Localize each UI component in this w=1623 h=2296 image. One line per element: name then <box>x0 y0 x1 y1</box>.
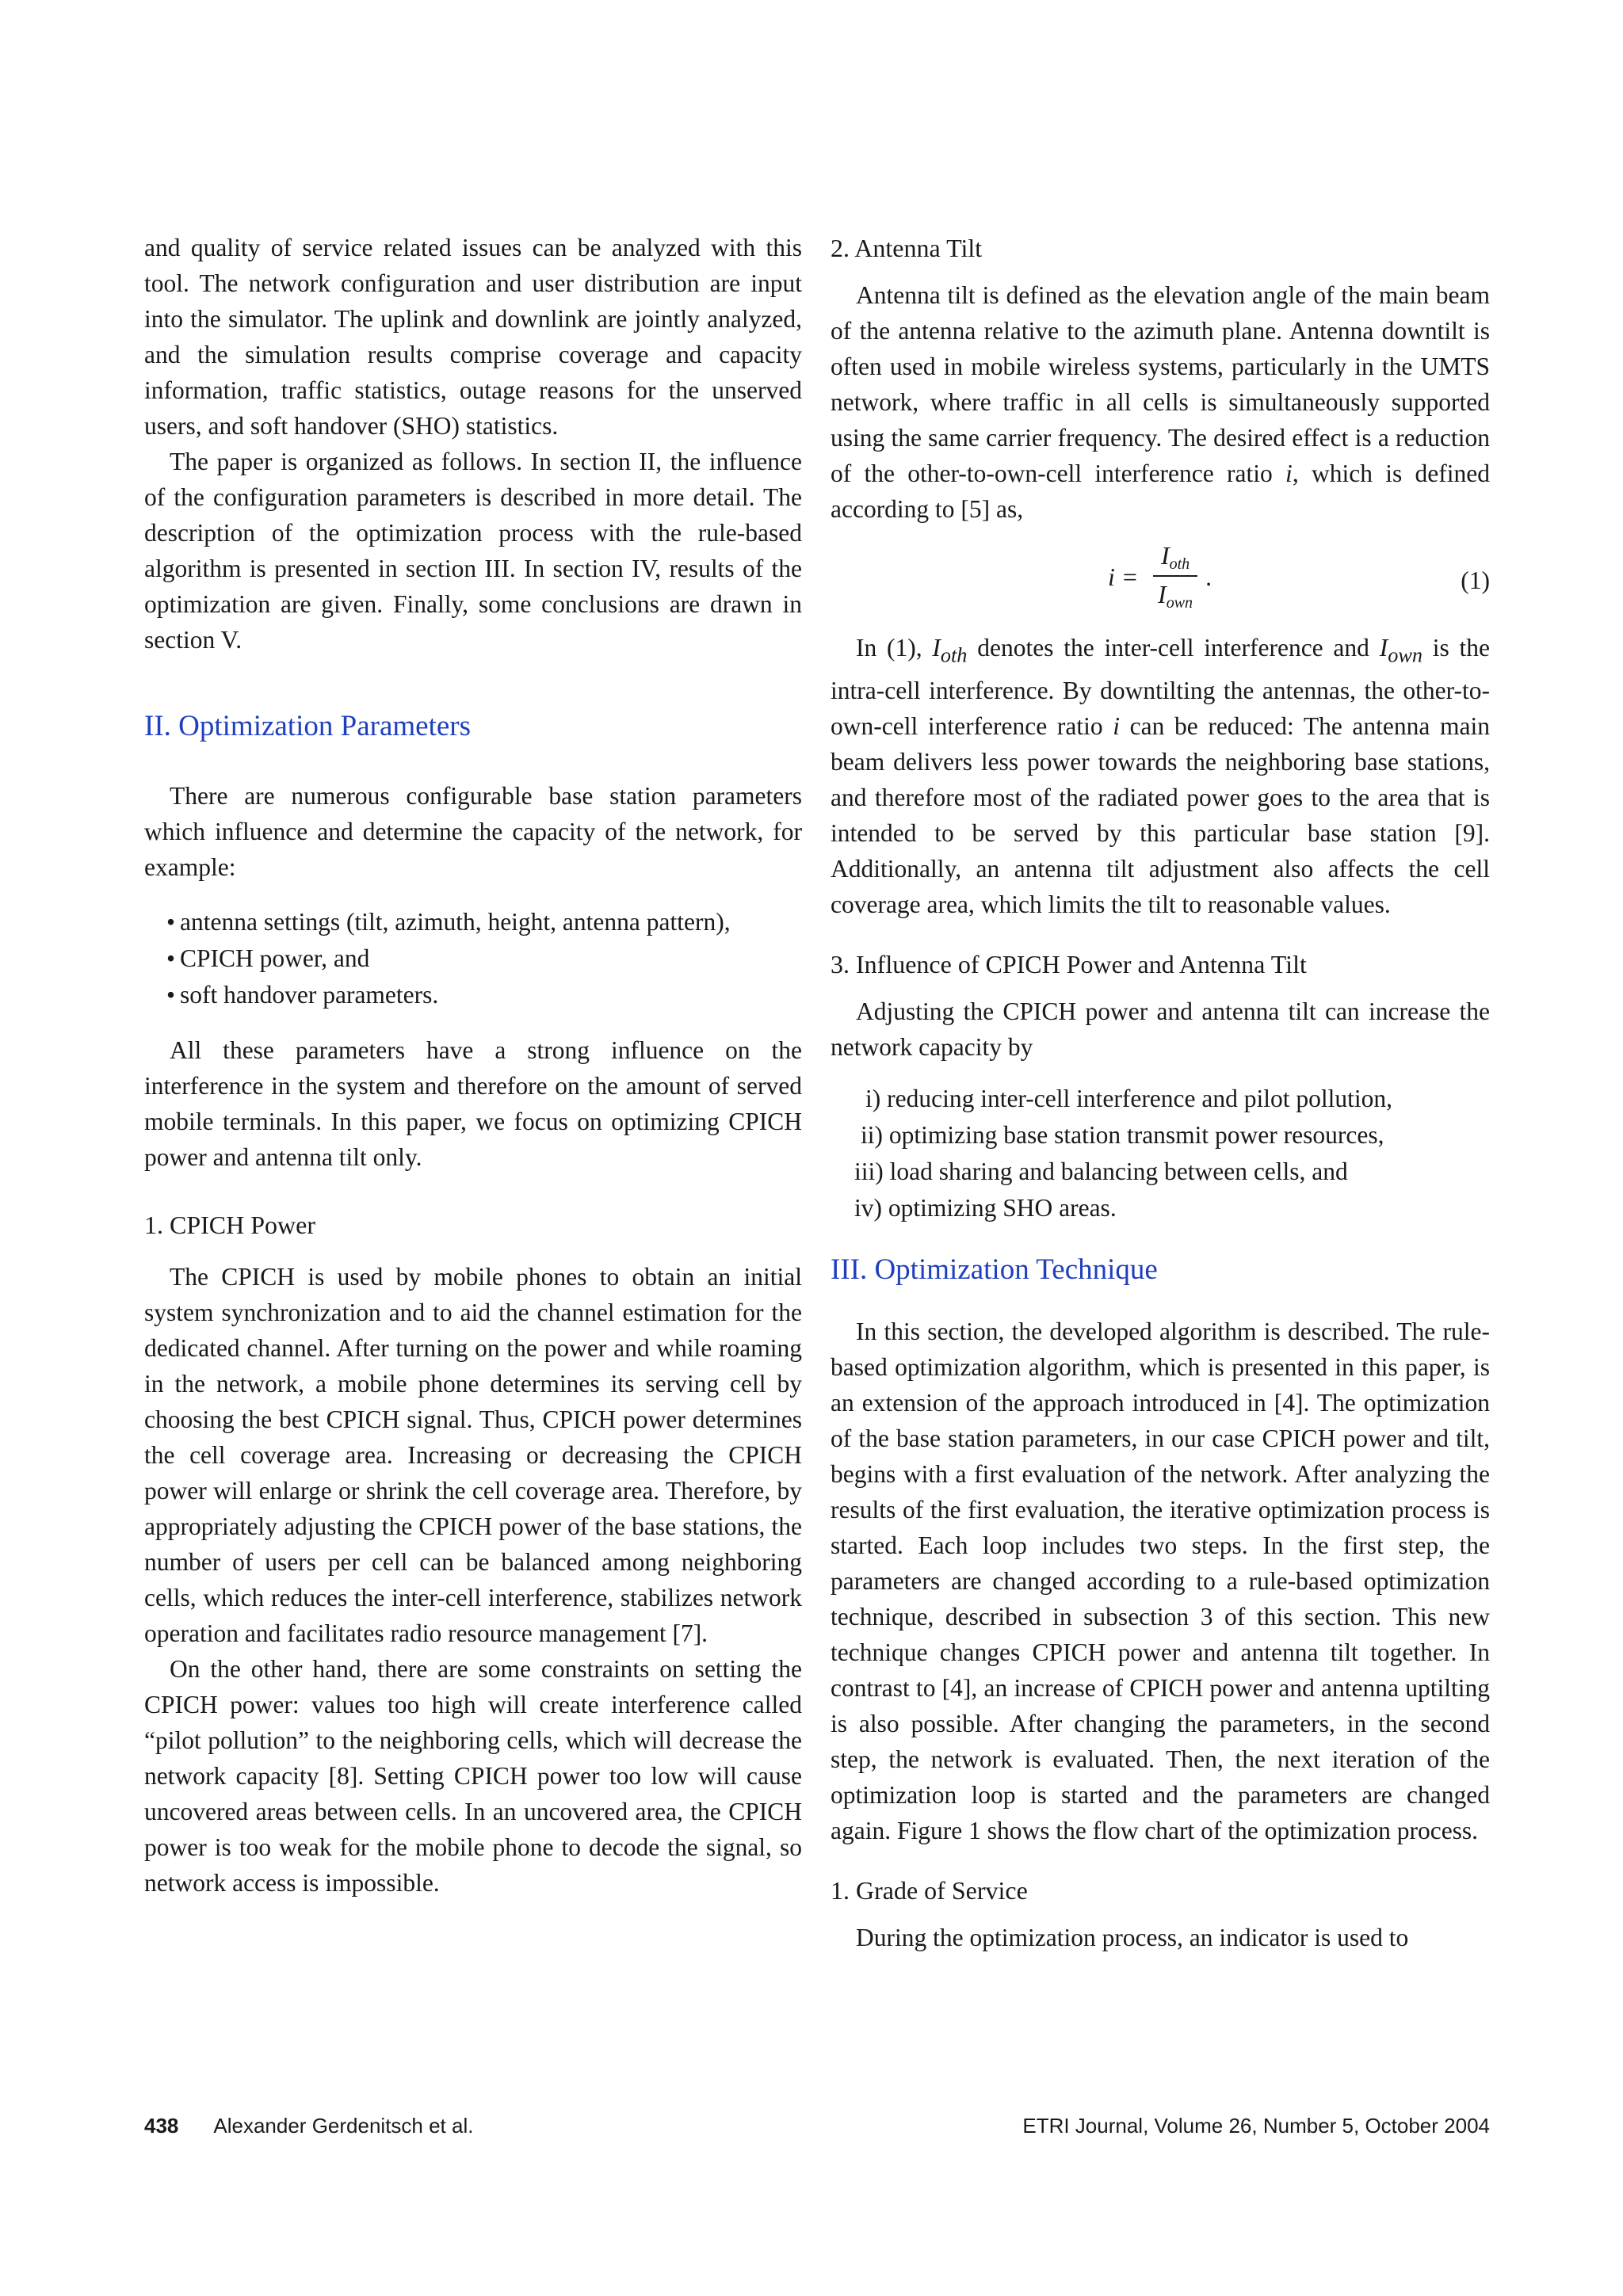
equation-lhs: i <box>1108 562 1115 591</box>
grade-of-service-paragraph: During the optimization process, an indicator is used to <box>856 1924 1409 1952</box>
footer-authors: Alexander Gerdenitsch et al. <box>213 2114 474 2138</box>
variable-ioth: I <box>932 634 941 662</box>
right-column <box>831 230 1490 1955</box>
section-heading-optimization-technique: III. Optimization Technique <box>831 1253 1158 1287</box>
roman-item: i) reducing inter-cell interference and pilot pollution, <box>865 1085 1392 1113</box>
denominator-symbol: I <box>1158 580 1167 608</box>
capacity-roman-list <box>831 1081 1490 1226</box>
equation-fraction <box>1153 541 1197 612</box>
subsection-heading-influence: 3. Influence of CPICH Power and Antenna Tilt <box>831 950 1307 979</box>
bullet-item: • soft handover parameters. <box>166 977 802 1013</box>
numerator-subscript: oth <box>1169 555 1190 573</box>
roman-item: iii) load sharing and balancing between cells, and <box>854 1158 1348 1186</box>
subsection-heading-antenna-tilt: 2. Antenna Tilt <box>831 234 983 262</box>
parameters-paragraph: There are numerous configurable base station parameters which influence and determine the capacity of the network, for example: <box>144 782 802 881</box>
cpich-constraints-paragraph: On the other hand, there are some constraints on setting the CPICH power: values too high will create interference called “pilot pollution” to the neighboring cells, which will decrease the network capacity [8]. Setting CPICH power too low will cause uncovered areas between cells. In an uncovered area, the CPICH power is too weak for the mobile phone to decode the signal, so network access is impossible. <box>144 1655 802 1897</box>
equation-period: . <box>1205 562 1212 591</box>
section-heading-optimization-parameters: II. Optimization Parameters <box>144 710 472 742</box>
text-span: Antenna tilt is defined as the elevation angle of the main beam of the antenna relative to the azimuth plane. Antenna downtilt is often used in mobile wireless systems, particularly in the UMTS network, where traffic in all cells is simultaneously supported using the same carrier frequency. The desired effect is a reduction of the other-to-own-cell interference ratio <box>831 281 1490 487</box>
variable-iown: I <box>1379 634 1388 662</box>
subsection-heading-grade-of-service: 1. Grade of Service <box>831 1876 1028 1905</box>
fraction-numerator <box>1153 541 1197 577</box>
subsection-heading-cpich-power: 1. CPICH Power <box>144 1211 316 1239</box>
variable-i: i <box>1113 712 1120 741</box>
variable-iown-subscript: own <box>1388 643 1423 667</box>
parameters-bullet-list <box>144 904 802 1013</box>
page-number: 438 <box>144 2114 179 2138</box>
roman-item: iv) optimizing SHO areas. <box>854 1194 1117 1222</box>
text-span: can be reduced: The antenna main beam delivers less power towards the neighboring base stations, and therefore most of the radiated power goes to the area that is intended to be served by this particular base station [9]. Additionally, an antenna tilt adjustment also affects the cell coverage area, which limits the tilt to reasonable values. <box>831 712 1490 919</box>
focus-paragraph: All these parameters have a strong influence on the interference in the system and therefore on the amount of served mobile terminals. In this paper, we focus on optimizing CPICH power and antenna tilt only. <box>144 1036 802 1171</box>
fraction-denominator <box>1158 577 1193 612</box>
denominator-subscript: own <box>1166 594 1193 612</box>
footer-journal: ETRI Journal, Volume 26, Number 5, October 2004 <box>1022 2114 1490 2138</box>
bullet-item: • CPICH power, and <box>166 940 802 977</box>
left-column <box>144 230 802 1901</box>
equation-body <box>1108 541 1212 612</box>
page-footer <box>144 2114 1490 2138</box>
influence-paragraph: Adjusting the CPICH power and antenna tilt can increase the network capacity by <box>831 997 1490 1062</box>
text-span: denotes the inter-cell interference and <box>967 634 1380 662</box>
interference-paragraph <box>831 630 1490 922</box>
equation-1 <box>831 527 1490 630</box>
cpich-paragraph: The CPICH is used by mobile phones to obtain an initial system synchronization and to aid the channel estimation for the dedicated channel. After turning on the power and while roaming in the network, a mobile phone determines its serving cell by choosing the best CPICH signal. Thus, CPICH power determines the cell coverage area. Increasing or decreasing the CPICH power will enlarge or shrink the cell coverage area. Therefore, by appropriately adjusting the CPICH power of the base stations, the number of users per cell can be balanced among neighboring cells, which reduces the inter-cell interference, stabilizes network operation and facilitates radio resource management [7]. <box>144 1263 802 1647</box>
intro-paragraph-continued: and quality of service related issues can be analyzed with this tool. The network configuration and user distribution are input into the simulator. The uplink and downlink are jointly analyzed, and the simulation results comprise coverage and capacity information, traffic statistics, outage reasons for the unserved users, and soft handover (SHO) statistics. <box>144 234 802 440</box>
technique-paragraph: In this section, the developed algorithm is described. The rule-based optimization algorithm, which is presented in this paper, is an extension of the approach introduced in [4]. The optimization of the base station parameters, in our case CPICH power and tilt, begins with a first evaluation of the network. After analyzing the results of the first evaluation, the iterative optimization process is started. Each loop includes two steps. In the first step, the parameters are changed according to a rule-based optimization technique, described in subsection 3 of this section. This new technique changes CPICH power and antenna tilt together. In contrast to [4], an increase of CPICH power and antenna uptilting is also possible. After changing the parameters, in the second step, the network is evaluated. Then, the next iteration of the optimization loop is started and the parameters are changed again. Figure 1 shows the flow chart of the optimization process. <box>831 1318 1490 1845</box>
equation-number: (1) <box>1461 566 1490 594</box>
variable-i: i <box>1285 460 1293 487</box>
antenna-tilt-paragraph <box>831 277 1490 527</box>
text-span: In (1), <box>856 634 933 662</box>
bullet-item: • antenna settings (tilt, azimuth, height, antenna pattern), <box>166 904 802 940</box>
variable-ioth-subscript: oth <box>940 643 968 667</box>
roman-item: ii) optimizing base station transmit power resources, <box>861 1121 1384 1150</box>
text-span: , which is defined according to [5] as, <box>831 460 1490 523</box>
text-span: is the intra-cell interference. By downtilting the antennas, the other-to-own-cell interference ratio <box>831 634 1490 741</box>
numerator-symbol: I <box>1160 541 1170 570</box>
organization-paragraph: The paper is organized as follows. In section II, the influence of the configuration parameters is described in more detail. The description of the optimization process with the rule-based algorithm is presented in section III. In section IV, results of the optimization are given. Finally, some conclusions are drawn in section V. <box>144 448 802 654</box>
equation-equals: = <box>1122 562 1137 591</box>
